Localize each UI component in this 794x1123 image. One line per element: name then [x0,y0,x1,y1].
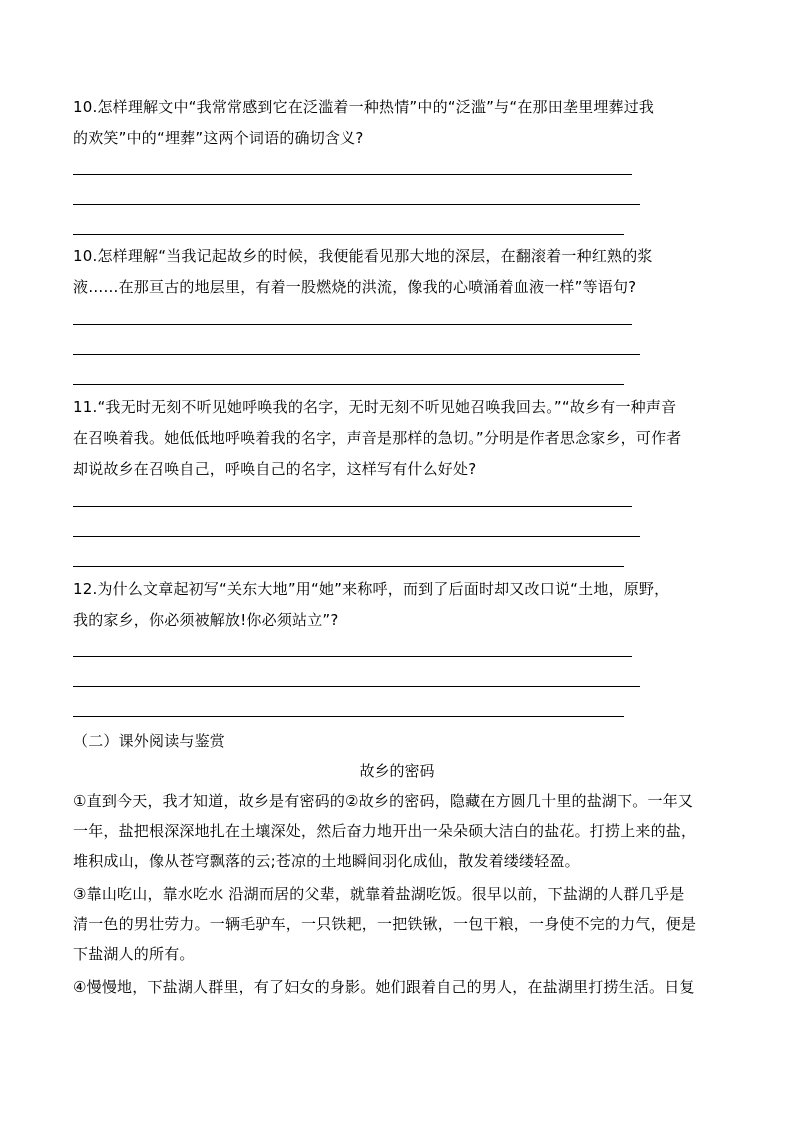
answer-line[interactable] [73,656,632,657]
answer-line[interactable] [73,354,640,355]
section-heading: （二）课外阅读与鉴赏 [73,732,226,750]
article-title: 故乡的密码 [359,762,435,780]
question-12-line-2: 我的家乡，你必须被解放!你必须站立”? [73,611,339,629]
article-line: 堆积成山，像从苍穹飘落的云;苍凉的土地瞬间羽化成仙，散发着缕缕轻盈。 [73,852,580,870]
article-line: 清一色的男壮劳力。一辆毛驴车，一只铁耙，一把铁锹，一包干粮，一身使不完的力气，便是 [73,915,697,933]
answer-line[interactable] [73,716,624,717]
question-10b-line-2: 液……在那亘古的地层里，有着一股燃烧的洪流，像我的心喷涌着血液一样”等语句? [73,278,637,296]
answer-line[interactable] [73,234,624,235]
answer-line[interactable] [73,566,624,567]
article-line: 一年，盐把根深深地扎在土壤深处，然后奋力地开出一朵朵硕大洁白的盐花。打捞上来的盐， [73,822,697,840]
question-11-line-1: 11.“我无时无刻不听见她呼唤我的名字，无时无刻不听见她召唤我回去。”“故乡有一种声音 [73,398,677,416]
answer-line[interactable] [73,536,640,537]
answer-line[interactable] [73,204,640,205]
question-11-line-3: 却说故乡在召唤自己，呼唤自己的名字，这样写有什么好处? [73,460,477,478]
question-11-line-2: 在召唤着我。她低低地呼唤着我的名字，声音是那样的急切。”分明是作者思念家乡，可作者 [73,429,682,447]
answer-line[interactable] [73,506,632,507]
question-10b-line-1: 10.怎样理解“当我记起故乡的时候，我便能看见那大地的深层，在翻滚着一种红熟的浆 [73,247,653,265]
answer-line[interactable] [73,686,640,687]
article-line: ①直到今天，我才知道，故乡是有密码的②故乡的密码，隐藏在方圆几十里的盐湖下。一年又 [73,792,694,810]
question-10a-line-1: 10.怎样理解文中“我常常感到它在泛滥着一种热情”中的“泛滥”与“在那田垄里埋葬过我 [73,98,655,116]
answer-line[interactable] [73,384,624,385]
article-line: ④慢慢地，下盐湖人群里，有了妇女的身影。她们跟着自己的男人，在盐湖里打捞生活。日复 [73,978,695,996]
question-12-line-1: 12.为什么文章起初写“关东大地”用“她”来称呼，而到了后面时却又改口说“土地，原野， [73,580,670,598]
answer-line[interactable] [73,324,632,325]
article-line: ③靠山吃山，靠水吃水 沿湖而居的父辈，就靠着盐湖吃饭。很早以前，下盐湖的人群几乎是 [73,885,685,903]
question-10a-line-2: 的欢笑”中的“埋葬”这两个词语的确切含义? [73,129,364,147]
article-line: 下盐湖人的所有。 [73,945,195,963]
answer-line[interactable] [73,174,632,175]
